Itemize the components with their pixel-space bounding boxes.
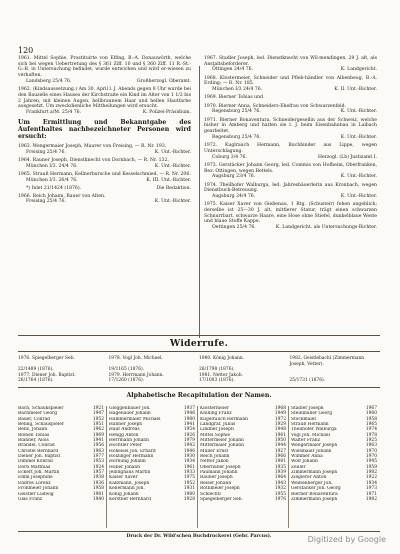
notice-number: 1974. xyxy=(204,182,218,188)
index-name: Klostermeier xyxy=(200,406,229,411)
signature-authority: K. Unt.-Richter. xyxy=(340,109,377,115)
index-name: Beling, Schauspieler xyxy=(18,422,64,428)
signature-authority: K. Landgericht. als Untersuchungs-Richter. xyxy=(275,225,377,231)
signature-place-date: Augsburg 23/4 76. xyxy=(212,174,256,180)
index-column xyxy=(18,406,104,502)
notice-signature xyxy=(18,178,191,184)
signature-authority: K. Landgericht. xyxy=(340,67,377,73)
revocation-cell: 19/1165 (1876). xyxy=(108,367,145,373)
index-name: Bachmeier Georg xyxy=(18,411,58,417)
index-number: 1946 xyxy=(183,411,195,417)
notice-entry xyxy=(18,144,191,155)
index-name: Holzinger Hermann xyxy=(109,454,154,460)
index-name: Mittel Sophie xyxy=(200,432,231,438)
notice-signature xyxy=(204,194,377,200)
index-name: Lindner Joseph xyxy=(200,427,234,433)
notice-number: 1966. xyxy=(18,193,32,199)
index-name: Dimmel Konrad xyxy=(18,459,53,465)
index-name: König Johann xyxy=(109,491,139,497)
notice-entry xyxy=(204,118,377,141)
index-name: Stadler Joseph xyxy=(291,406,324,411)
index-number: 1965 xyxy=(365,422,377,428)
signature-authority: Großherzogl. Oberamt. xyxy=(136,78,191,84)
digitized-watermark: Digitized by Google xyxy=(307,535,386,544)
index-name: Hochtler Peter xyxy=(109,443,142,449)
index-number: 1938 xyxy=(92,475,104,481)
notice-signature xyxy=(204,109,377,115)
index-number: 1954 xyxy=(183,427,195,433)
notice-text: Stadler Joseph, led. Dienstknecht von Wil-mendingen, 29 J. alt, als Anstaltsbeforderer. xyxy=(204,56,377,67)
index-number: 1970 xyxy=(365,454,377,460)
index-name: Paumann Johann xyxy=(200,470,238,476)
index-name: Hauf Andreas xyxy=(109,427,140,433)
notice-number: 1970. xyxy=(204,103,218,109)
notice-entry xyxy=(204,163,377,180)
index-number: 1937 xyxy=(183,406,195,411)
index-name: Kugelrauch Hermann xyxy=(200,416,249,422)
right-column xyxy=(204,56,377,233)
index-entry xyxy=(18,497,104,502)
index-name: Glas Franz xyxy=(18,496,43,502)
notice-text: Mittel Sophie, Prostituirte von Elfing, B.-A. Donauwörth, welche sich bei wegen Uebertretung des § 361 Ziff. 10 und § 360 Ziff. 11 R.-St.-G.-B. in Untersuchung befindet, wurde entwichen und wird er-wiesen zu verhaften. xyxy=(18,56,191,79)
index-number: 1927 xyxy=(274,448,286,454)
search-request-heading: Um Ermittlung und Bekanntgabe des Aufenthaltes nachbezeichneter Personen wird ersucht: xyxy=(18,118,191,141)
index-name: Kaiser Xaver xyxy=(109,475,138,481)
index-name: Brandel, Conrad xyxy=(18,443,55,449)
notice-text: (Kindsaussetzung.) Am 30. April l. J. Abends gegen 8 Uhr wurde bei den Bauzelle eines Hauses der Kirchstraße ein Kind im Alter von 1 1/2 bis 2 Jahren, mit kleinen Augen, hellbraunem Haar und hellen Hautfarbe ausgesetzt. Um zweckdienliche Mittheilungen wird ersucht. xyxy=(18,87,191,110)
signature-place-date: Öttingen 24/4 76. xyxy=(212,67,254,73)
index-number: 1974 xyxy=(365,427,377,433)
notice-signature xyxy=(204,87,377,93)
index-name: Hornung Johann xyxy=(109,459,146,465)
notice-text: Klostermeier, Schneider und Pfleb-händler von Albenbeug, B.-A. Erding; — R. Nr. 185. xyxy=(204,75,377,87)
index-number: 1939 xyxy=(274,470,286,476)
signature-place-date: Oettingen 25/4 76. xyxy=(212,225,256,231)
revocation-cell: 26/1798 (1876). xyxy=(199,367,235,373)
index-number: 1957 xyxy=(92,470,104,476)
index-name: Mittermaier Johann xyxy=(200,443,244,449)
notice-text: Strauß Hermann, Kellnerbursche und Kesselschmied, — R. Nr. 206. xyxy=(32,171,191,177)
notice-text: Kaiser Xaver von Gießenau, 1 Rtg. (Schusteir) fehen angeblich; derselbe ist 25—30 J. alt, mittlerer Statur, trägt einen schwarzen Schnurrbart, schwarze Haare, eine Hose ohne Stiefel, dunkelblaue Weste und blaue Stoffe Kappe. xyxy=(204,202,378,225)
index-number: 1921 xyxy=(92,406,104,411)
section-rule-top xyxy=(18,335,380,336)
index-number: 1940 xyxy=(92,496,104,502)
index-name: Geistler Ludwig xyxy=(18,491,54,497)
index-number: 1953 xyxy=(92,459,104,465)
index-number: 1944 xyxy=(274,443,286,449)
index-entry xyxy=(109,497,195,502)
index-number: 1951 xyxy=(92,422,104,428)
notice-number: 1963. xyxy=(18,143,32,149)
notice-signature xyxy=(204,67,377,73)
index-number: 1926 xyxy=(183,432,195,438)
index-name: Mittermeier Johann xyxy=(200,438,244,444)
notice-entry xyxy=(204,143,377,160)
index-name: Hagenauer Johann xyxy=(109,411,151,417)
index-number: 1977 xyxy=(92,454,104,460)
index-name: Weißenberger Joh. xyxy=(291,480,333,486)
index-name: Hammermaier Michael xyxy=(109,416,161,422)
notice-signature xyxy=(204,155,377,161)
index-name: Schlechtl xyxy=(200,491,221,497)
index-number: 1942 xyxy=(183,443,195,449)
notice-entry xyxy=(18,56,191,85)
index-number: 1978 xyxy=(365,432,377,438)
notice-text: Bierner Tobias und xyxy=(218,95,264,101)
signature-authority: K. Unt.-Richter. xyxy=(154,149,191,155)
page-number: 120 xyxy=(18,46,34,55)
notice-number: 1972. xyxy=(204,143,218,149)
index-name: Müller Ernst xyxy=(200,448,229,454)
index-number: 1966 xyxy=(274,454,286,460)
index-name: Zimmermann Joseph xyxy=(291,496,338,502)
index-number: 1981 xyxy=(274,459,286,465)
signature-authority: K. Unt.-Richter. xyxy=(154,199,191,205)
index-number: 1961 xyxy=(183,464,195,470)
index-name: Netter Jakob xyxy=(200,459,229,465)
notice-text: Gerstäcker Johann Georg, led. Commis von Hofheim, Oberfranken, Bez. Ottingen, wegen Bettels. xyxy=(204,162,377,174)
index-name: Rothmeier Joseph xyxy=(200,486,240,492)
revocation-cell: 1981. Netter Jakob. xyxy=(199,372,243,378)
notice-entry xyxy=(18,87,191,116)
index-name: Zieglerer Anton xyxy=(291,475,327,481)
index-number: 1952 xyxy=(92,416,104,422)
index-number: 1963 xyxy=(92,448,104,454)
index-number: 1928 xyxy=(183,496,195,502)
index-name: Strauß Hermann xyxy=(291,422,329,428)
signature-place-date: Coburg 3/4 76. xyxy=(212,154,247,160)
signature-authority: K. Polizei-Präsidium. xyxy=(142,109,191,115)
index-rule xyxy=(18,387,380,388)
column-divider xyxy=(199,66,200,338)
index-name: Christel Bernhard xyxy=(18,448,59,454)
index-number: 1958 xyxy=(365,416,377,422)
printer-rule xyxy=(18,531,380,532)
index-number: 1936 xyxy=(92,480,104,486)
index-number: 1982 xyxy=(365,496,377,502)
index-number: 1958 xyxy=(92,486,104,492)
section-rule-bottom xyxy=(18,351,380,352)
revocation-row xyxy=(18,378,380,384)
revocation-cell: 1982. Geistlebachl (Zimmermann Joseph, Vetter). xyxy=(289,356,365,367)
index-number: 1922 xyxy=(365,475,377,481)
index-number: 1930 xyxy=(183,454,195,460)
signature-place-date: Frankfurt a/M. 25/4 76. xyxy=(26,109,82,115)
notice-entry xyxy=(204,104,377,115)
index-name: Diener Joh. Baptist xyxy=(18,454,61,460)
index-name: Bauer, Conrad xyxy=(18,416,51,422)
signature-authority: K. Unt.-Richter. xyxy=(340,134,377,140)
notice-entry xyxy=(18,194,191,205)
index-name: Wimmer Anna xyxy=(291,454,323,460)
index-number: 1924 xyxy=(92,464,104,470)
index-name: Zimmermann Joseph xyxy=(291,470,338,476)
notice-signature xyxy=(18,150,191,156)
index-title: Alphabetische Recapitulation der Namen. xyxy=(126,392,272,399)
index-number: 1941 xyxy=(183,422,195,428)
revocation-cell: 17/1003 (1876). xyxy=(199,378,235,384)
index-number: 1967 xyxy=(365,406,377,411)
index-name: Knilling Franz xyxy=(200,411,232,417)
revocation-cell: 1977. Diener Joh. Baptist. xyxy=(18,372,76,378)
index-number: 1980 xyxy=(183,491,195,497)
revocation-table xyxy=(18,356,380,384)
revocation-cell: 22/1489 (1876). xyxy=(18,367,54,373)
notice-text: Reich Johann, Bauer von Alten. xyxy=(32,193,106,199)
notice-number: 1964. xyxy=(18,157,32,163)
index-entry xyxy=(200,497,286,502)
index-column xyxy=(109,406,195,502)
revocation-cell: 1978. Vogl Joh. Michael. xyxy=(108,356,163,361)
index-name: Blanner, Alois xyxy=(18,438,49,444)
index-name: Reiser Johann xyxy=(200,480,232,486)
notice-signature xyxy=(204,225,377,231)
index-name: Benz, Johann xyxy=(18,427,48,433)
notice-entry xyxy=(204,95,377,101)
index-number: 1932 xyxy=(274,486,286,492)
notice-number: 1967. xyxy=(204,56,218,61)
index-name: Blonen Tobias xyxy=(18,432,50,438)
notice-text: Kuglrauch Hermann, Buchbinder aus Lippe, wegen Unterschlagung. xyxy=(204,143,377,154)
index-name: Gloggenbauer Joh. xyxy=(109,406,151,411)
index-number: 1960 xyxy=(365,411,377,417)
index-name: Jellinghaus Martin xyxy=(109,470,151,476)
index-number: 1943 xyxy=(274,480,286,486)
notice-number: 1962. xyxy=(18,87,32,93)
notice-entry xyxy=(18,172,191,183)
index-number: 1945 xyxy=(365,459,377,465)
index-number: 1976 xyxy=(274,496,286,502)
left-column xyxy=(18,56,191,208)
index-name: Eckert Joh. Martin xyxy=(18,470,60,476)
notice-text: Theilhofer Walburga, led. Jahresbäuerlerin aus Kronbach, wegen Dienstbuch-Betreuung. xyxy=(204,182,377,194)
index-name: Kerstner Bernhard xyxy=(109,496,151,502)
signature-place-date: München I/3. 26/4 76. xyxy=(26,177,78,183)
index-name: Hoheisel Joh. Erhard xyxy=(109,448,156,454)
editorial-note xyxy=(18,186,191,192)
index-number: 1934 xyxy=(365,480,377,486)
signature-place-date: Regensburg 25/4 76. xyxy=(212,134,261,140)
notice-entry xyxy=(204,202,377,231)
index-name: Rauner Joseph xyxy=(200,475,233,481)
revocation-cell: 1980. König Johann. xyxy=(199,356,245,361)
index-number: 1933 xyxy=(183,470,195,476)
index-name: Hengg Anton xyxy=(109,432,139,438)
signature-place-date: Augsburg 24/4 76. xyxy=(212,193,256,199)
index-number: 1950 xyxy=(274,438,286,444)
notice-number: 1968. xyxy=(204,75,218,81)
index-name: Bierner Bonaventura xyxy=(291,491,338,497)
index-number: 1982 xyxy=(365,470,377,476)
index-number: 1963 xyxy=(365,443,377,449)
index-number: 1935 xyxy=(274,464,286,470)
index-name: Reich Johann xyxy=(200,454,230,460)
index-name: Spiegelberger Seb. xyxy=(200,496,243,502)
notice-signature xyxy=(18,164,191,170)
index-name: Dorn Matthias xyxy=(18,464,51,470)
index-number: 1948 xyxy=(274,427,286,433)
index-number: 1925 xyxy=(365,438,377,444)
signature-place-date: Landsberg 25/4 76. xyxy=(26,78,72,84)
index-column xyxy=(200,406,286,502)
note-signature: Die Redaktion. xyxy=(156,185,191,191)
index-name: Gerstäcker Joh. Georg xyxy=(291,486,341,492)
index-number: 1956 xyxy=(92,443,104,449)
notice-number: 1975. xyxy=(204,202,218,208)
index-number: 1931 xyxy=(183,486,195,492)
index-name: Walter Franz xyxy=(291,438,320,444)
revocation-cell: 1979. Herrmann Johann. xyxy=(108,372,164,378)
signature-authority: Herzogl. (Lb) Justizamt I. xyxy=(317,154,377,160)
index-number: 1972 xyxy=(274,416,286,422)
index-name: Stockmaier xyxy=(291,416,317,422)
index-name: Zeiller xyxy=(291,464,306,470)
index-number: 1934 xyxy=(183,459,195,465)
index-number: 1955 xyxy=(274,491,286,497)
signature-place-date: München I/3. 24/4 76. xyxy=(26,163,78,169)
signature-authority: K. Unt.-Richter. xyxy=(154,163,191,169)
revocation-title: Widerrufe. xyxy=(169,338,229,349)
revocation-row xyxy=(18,356,380,367)
index-number: 1952 xyxy=(183,480,195,486)
index-name: Kalbmann, Joseph xyxy=(109,480,150,486)
notice-text: Bierner Bonaventura, Schneidergesellin aus der Schweiz, welche bisher in Amberg und hatten sie l. J. beim Eisenbahnbau in Laibach gearbeitet. xyxy=(204,117,377,135)
index-column xyxy=(291,406,377,502)
revocation-cell: 25/1731 (1876). xyxy=(289,378,326,384)
signature-place-date: München I/3 24/4 76. xyxy=(212,87,263,93)
index-number: 1929 xyxy=(274,422,286,428)
index-number: 1968 xyxy=(274,406,286,411)
notice-number: 1969. xyxy=(204,95,218,101)
index-name: Theilhofer Walburga xyxy=(291,427,337,433)
index-number: 1946 xyxy=(183,448,195,454)
index-number: 1969 xyxy=(92,432,104,438)
notice-text: Bierner Anna, Schneiders-Ehefrau von Schwarzenfeld. xyxy=(218,103,346,109)
index-number: 1971 xyxy=(365,491,377,497)
note-text: *) Inlet 21/1424 (1876). xyxy=(26,185,82,191)
index-name: Frohmeier Johann xyxy=(18,486,59,492)
name-index xyxy=(18,406,380,530)
notice-signature xyxy=(18,79,191,85)
notice-signature xyxy=(204,174,377,180)
notice-entry xyxy=(204,76,377,93)
index-name: Wiesmaier Johann xyxy=(291,448,332,454)
signature-authority: K. Unt.-Richter. xyxy=(340,193,377,199)
notice-signature xyxy=(18,110,191,116)
notice-entry xyxy=(204,183,377,200)
signature-place-date: Freising 25/4 76. xyxy=(26,199,66,205)
index-name: Emm Josephine xyxy=(18,475,53,481)
index-number: 1980 xyxy=(183,416,195,422)
index-number: 1949 xyxy=(274,411,286,417)
index-name: Herrmann Johann xyxy=(109,438,149,444)
index-number: 1961 xyxy=(274,432,286,438)
signature-authority: K. Unt.-Richter. xyxy=(340,174,377,180)
index-name: Wolf Johann xyxy=(291,459,318,465)
notice-text: Wengermaier Joseph, Maurer von Freising, — R. Nr. 193. xyxy=(32,143,167,149)
index-number: 1964 xyxy=(274,475,286,481)
index-name: Vogl Joh. Michael xyxy=(291,432,330,438)
index-name: Endres Lorenz xyxy=(18,480,51,486)
index-name: Landgraf, Julius xyxy=(200,422,236,428)
notice-columns xyxy=(18,56,380,334)
index-entry xyxy=(291,497,377,502)
printer-line: Druck der Dr. Wild'schen Buchdruckerei (Gebr. Parcus). xyxy=(126,534,272,539)
signature-place-date: Freising 25/4 76. xyxy=(26,149,66,155)
index-name: Steinmüller Georg xyxy=(291,411,333,417)
index-number: 1947 xyxy=(92,411,104,417)
notice-number: 1971. xyxy=(204,117,218,123)
notice-signature xyxy=(18,199,191,205)
index-number: 1981 xyxy=(92,491,104,497)
revocation-cell: 26/1764 (1876). xyxy=(18,378,54,384)
notice-number: 1973. xyxy=(204,162,218,168)
index-name: Bach, Schaukspieler xyxy=(18,406,64,411)
signature-place-date: Regensburg 25/4 76. xyxy=(212,109,261,115)
index-number: 1975 xyxy=(183,475,195,481)
notice-text: Rauner Joseph, Dienstknecht von Dornbach, — R. Nr. 132. xyxy=(32,157,169,163)
notice-entry xyxy=(204,56,377,73)
index-number: 1970 xyxy=(365,448,377,454)
index-number: 1959 xyxy=(365,464,377,470)
revocation-cell: 1976. Spiegelberger Seb. xyxy=(18,356,75,361)
index-number: 1941 xyxy=(92,438,104,444)
index-number: 1973 xyxy=(365,486,377,492)
revocation-cell: 17/1260 (1876). xyxy=(108,378,145,384)
signature-authority: K. III. Unt.-Richter. xyxy=(146,177,191,183)
notice-entry xyxy=(18,158,191,169)
index-number: 1979 xyxy=(183,438,195,444)
notice-signature xyxy=(204,135,377,141)
index-name: Oberhuber Joseph xyxy=(200,464,241,470)
index-name: Huber Johann xyxy=(109,464,141,470)
index-number: 1962 xyxy=(92,427,104,433)
notice-number: 1965. xyxy=(18,171,32,177)
index-name: Wengermaier Joseph xyxy=(291,443,338,449)
index-name: Hanner Joseph xyxy=(109,422,143,428)
index-name: Kellermann Joh. xyxy=(109,486,145,492)
signature-authority: K. II. Unt.-Richter. xyxy=(334,87,377,93)
notice-number: 1961. xyxy=(18,56,32,61)
